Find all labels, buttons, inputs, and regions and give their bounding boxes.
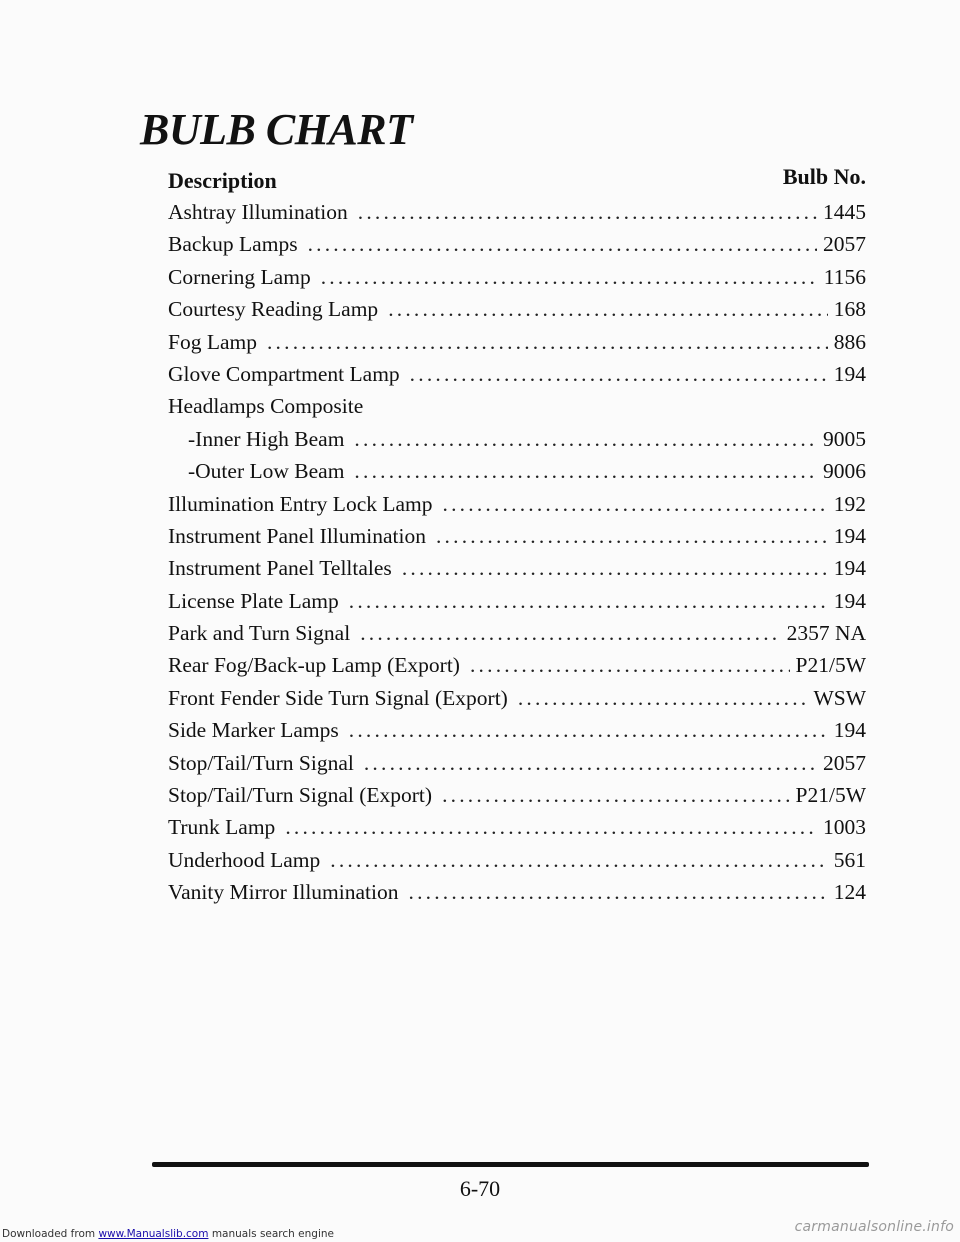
bulb-number: P21/5W	[795, 653, 866, 678]
table-group-heading	[168, 390, 866, 422]
bulb-number: 194	[833, 361, 866, 386]
bulb-number: 9006	[823, 459, 866, 484]
table-row	[168, 844, 866, 876]
download-notice	[0, 1226, 422, 1242]
row-label: Illumination Entry Lock Lamp	[168, 491, 433, 516]
dot-leader	[388, 293, 828, 325]
dot-leader	[410, 358, 828, 390]
page-title: BULB CHART	[140, 105, 413, 154]
table-row	[168, 649, 866, 681]
bulb-number: 2357 NA	[786, 621, 866, 646]
bulb-number: 192	[833, 491, 866, 516]
bulb-number: 1003	[823, 815, 866, 840]
table-row	[168, 358, 866, 390]
bulb-number: 194	[833, 718, 866, 743]
watermark: carmanualsonline.info	[794, 1219, 954, 1235]
row-label: Vanity Mirror Illumination	[168, 880, 399, 905]
dot-leader	[518, 682, 808, 714]
row-label: Rear Fog/Back-up Lamp (Export)	[168, 653, 460, 678]
table-row	[168, 779, 866, 811]
dot-leader	[443, 488, 828, 520]
dot-leader	[321, 261, 818, 293]
manualslib-link[interactable]: www.Manualslib.com	[98, 1228, 209, 1240]
row-label: Stop/Tail/Turn Signal	[168, 750, 354, 775]
table-row	[168, 552, 866, 584]
bulb-number: 194	[833, 588, 866, 613]
dot-leader	[354, 423, 817, 455]
row-label: Glove Compartment Lamp	[168, 361, 400, 386]
bulb-number: 561	[833, 847, 866, 872]
dot-leader	[442, 779, 789, 811]
row-label: Cornering Lamp	[168, 264, 311, 289]
table-row	[168, 488, 866, 520]
table-row	[168, 423, 866, 455]
dot-leader	[308, 228, 817, 260]
row-label: License Plate Lamp	[168, 588, 339, 613]
table-row	[168, 293, 866, 325]
row-label: Instrument Panel Illumination	[168, 523, 426, 548]
table-row	[168, 520, 866, 552]
row-label: Trunk Lamp	[168, 815, 276, 840]
bulb-number: P21/5W	[795, 783, 866, 808]
dot-leader	[358, 196, 817, 228]
row-label: Stop/Tail/Turn Signal (Export)	[168, 783, 433, 808]
dot-leader	[402, 552, 828, 584]
row-label: Front Fender Side Turn Signal (Export)	[168, 685, 508, 710]
dot-leader	[354, 455, 817, 487]
dot-leader	[267, 326, 828, 358]
dot-leader	[436, 520, 828, 552]
table-row	[168, 876, 866, 908]
dot-leader	[364, 747, 817, 779]
bulb-list	[168, 196, 866, 909]
table-row	[168, 326, 866, 358]
row-label: Fog Lamp	[168, 329, 257, 354]
description-column-header: Description	[168, 168, 277, 193]
table-row	[168, 585, 866, 617]
bulb-number: 1445	[823, 200, 866, 224]
row-label: Courtesy Reading Lamp	[168, 297, 379, 322]
table-row	[168, 261, 866, 293]
footer-rule	[152, 1162, 869, 1167]
dot-leader	[470, 649, 790, 681]
table-row	[168, 617, 866, 649]
row-label: Ashtray Illumination	[168, 200, 348, 224]
table-row	[168, 196, 866, 228]
bulb-number: 168	[833, 297, 866, 322]
table-row	[168, 228, 866, 260]
bulb-no-column-header: Bulb No.	[782, 164, 866, 189]
table-row	[168, 682, 866, 714]
bulb-number: 886	[833, 329, 866, 354]
row-label: Underhood Lamp	[168, 847, 321, 872]
bulb-number: 1156	[823, 264, 866, 289]
bulb-number: WSW	[813, 685, 866, 710]
page-number: 6-70	[459, 1176, 501, 1201]
dot-leader	[285, 811, 817, 843]
row-label: -Inner High Beam	[188, 426, 345, 451]
bulb-number: 9005	[823, 426, 866, 451]
bulb-number: 194	[833, 556, 866, 581]
download-prefix: Downloaded from	[2, 1228, 96, 1240]
download-suffix: manuals search engine	[211, 1228, 334, 1240]
table-row	[168, 714, 866, 746]
row-label: Side Marker Lamps	[168, 718, 339, 743]
bulb-number: 124	[833, 880, 866, 905]
dot-leader	[349, 714, 828, 746]
row-label: -Outer Low Beam	[188, 459, 345, 484]
bulb-number: 194	[833, 523, 866, 548]
row-label: Park and Turn Signal	[168, 621, 351, 646]
row-label: Instrument Panel Telltales	[168, 556, 392, 581]
table-row	[168, 811, 866, 843]
dot-leader	[349, 585, 828, 617]
bulb-number: 2057	[823, 750, 866, 775]
dot-leader	[330, 844, 827, 876]
bulb-number: 2057	[823, 232, 866, 257]
table-row	[168, 455, 866, 487]
row-label: Headlamps Composite	[168, 394, 364, 419]
dot-leader	[360, 617, 780, 649]
row-label: Backup Lamps	[168, 232, 298, 257]
table-row	[168, 747, 866, 779]
dot-leader	[409, 876, 828, 908]
